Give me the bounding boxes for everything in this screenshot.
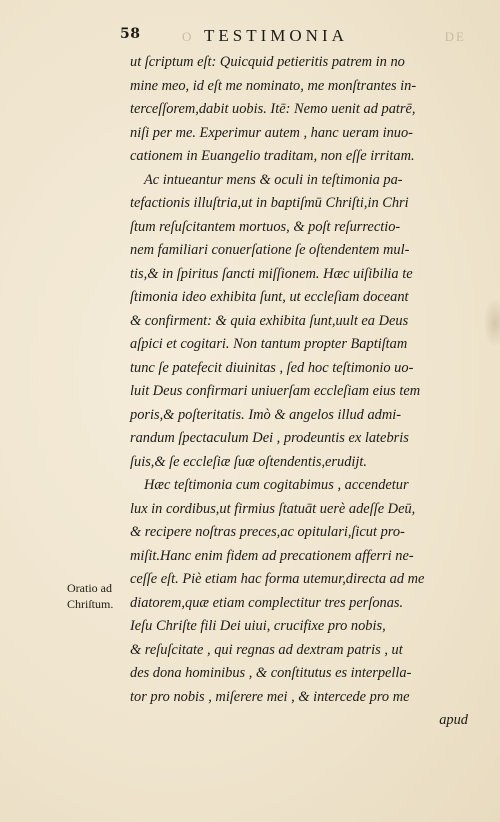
catchword: apud <box>439 712 468 728</box>
text-line: & recipere noſtras preces,ac opitulari,ſicut pro- <box>130 524 405 540</box>
text-line: cationem in Euangelio traditam, non eſſe irritam. <box>130 148 415 164</box>
text-line: miſit.Hanc enim fidem ad precationem afferri ne- <box>130 547 414 564</box>
text-line: ſuis,& ſe eccleſiæ ſuæ oſtendentis,erudijt. <box>130 453 368 470</box>
text-line: ſtimonia ideo exhibita ſunt, ut eccleſiam doceant <box>130 289 409 305</box>
prayer-line: Ieſu Chriſte fili Dei uiui, crucifixe pro nobis, <box>130 618 386 634</box>
text-line: mine meo, id eſt me nominato, me monſtrantes in- <box>130 77 417 94</box>
text-line: niſi per me. Experimur autem , hanc ueram inuo- <box>130 124 413 141</box>
body-text <box>130 51 470 733</box>
text-line: ſtum reſuſcitantem mortuos, & poſt reſurrectio- <box>130 218 401 235</box>
marginal-note-line: Chriſtum. <box>67 597 114 611</box>
folio-number: 58 <box>120 26 141 42</box>
text-line: & confirment: & quia exhibita ſunt,uult ea Deus <box>130 312 409 329</box>
paragraph-start-line: Hæc teſtimonia cum cogitabimus , accendetur <box>144 477 409 493</box>
paragraph-start-line: Ac intueantur mens & oculi in teſtimonia pa- <box>144 171 403 188</box>
running-title: TESTIMONIA <box>204 26 348 45</box>
text-line: tunc ſe patefecit diuinitas , ſed hoc teſtimonio uo- <box>130 359 414 376</box>
prayer-line: des dona hominibus , & conſtitutus es interpella- <box>130 665 412 681</box>
text-line: diatorem,quæ etiam complectitur tres perſonas. <box>130 594 404 611</box>
text-line: ceſſe eſt. Piè etiam hac forma utemur,directa ad me <box>130 571 425 587</box>
show-through-text-left: O <box>182 29 194 44</box>
prayer-line: tor pro nobis , miſerere mei , & intercede pro me <box>130 688 410 705</box>
show-through-text-right: DE <box>444 29 466 44</box>
text-line: tefactionis illuſtria,ut in baptiſmū Chriſti,in Chri <box>130 195 409 211</box>
text-line: tis,& in ſpiritus ſancti miſſionem. Hæc uiſibilia te <box>130 265 413 282</box>
prayer-line: & reſuſcitate , qui regnas ad dextram patris , ut <box>130 641 403 658</box>
text-line: aſpici et cogitari. Non tantum propter Baptiſtam <box>130 336 408 352</box>
marginal-note-line: Oratio ad <box>67 581 112 595</box>
text-line: terceſſorem,dabit uobis. Itē: Nemo uenit ad patrē, <box>130 101 416 117</box>
text-line: randum ſpectaculum Dei , prodeuntis ex latebris <box>130 430 409 446</box>
text-line: nem familiari conuerſatione ſe oſtendentem mul- <box>130 242 410 258</box>
text-line: luit Deus confirmari uniuerſam eccleſiam eius tem <box>130 383 421 399</box>
paper-stain <box>484 300 500 346</box>
text-line: ut ſcriptum eſt: Quicquid petieritis patrem in no <box>130 54 405 70</box>
text-line: poris,& poſteritatis. Imò & angelos illud admi- <box>130 406 402 423</box>
marginal-note <box>67 580 129 612</box>
page-header <box>120 26 470 48</box>
text-line: lux in cordibus,ut firmius ſtatuāt uerè adeſſe Deū, <box>130 500 416 517</box>
